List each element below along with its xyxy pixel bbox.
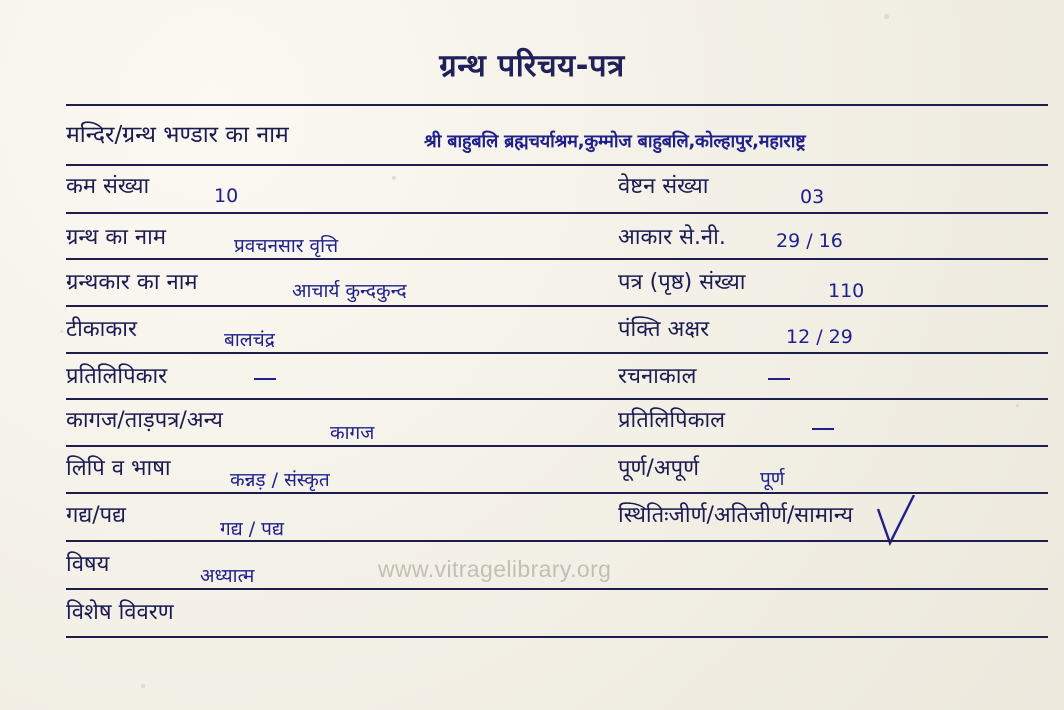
field-value-complete-incomplete: पूर्ण [760,468,785,490]
rule-row-5 [66,352,1048,354]
field-value-patra-sankhya: 110 [828,280,865,302]
field-value-prose-verse: गद्य / पद्य [220,518,284,540]
field-label-condition: स्थितिःजीर्ण/अतिजीर्ण/सामान्य [618,503,853,528]
field-label-special-description: विशेष विवरण [66,600,174,625]
field-label-pratilipikal: प्रतिलिपिकाल [618,408,726,433]
paper-speck [60,330,63,333]
rule-row-3 [66,258,1048,260]
field-value-aakar: 29 / 16 [776,230,843,252]
field-label-rachnakal: रचनाकाल [618,364,697,389]
rule-row-9 [66,540,1048,542]
field-label-patra-sankhya: पत्र (पृष्ठ) संख्या [618,270,746,295]
field-label-pratilipikar: प्रतिलिपिकार [66,364,168,389]
watermark: www.vitragelibrary.org [378,556,612,582]
field-label-veshtan-sankhya: वेष्टन संख्या [618,174,709,199]
rule-header [66,104,1048,106]
field-label-prose-verse: गद्य/पद्य [66,503,127,528]
field-label-temple-name: मन्दिर/ग्रन्थ भण्डार का नाम [66,122,289,148]
field-label-complete-incomplete: पूर्ण/अपूर्ण [618,456,700,481]
rule-row-6 [66,398,1048,400]
field-label-material: कागज/ताड़पत्र/अन्य [66,408,223,433]
field-value-tikakar: बालचंद्र [224,329,275,351]
field-value-pratilipikar-dash [254,378,276,380]
paper-speck [1016,404,1019,407]
field-value-pratilipikal-dash [812,428,834,430]
rule-row-1 [66,164,1048,166]
paper-speck [141,684,145,688]
checkmark-icon [876,495,910,541]
field-value-material: कागज [330,422,375,444]
field-label-granth-name: ग्रन्थ का नाम [66,225,166,250]
rule-row-7 [66,445,1048,447]
field-value-rachnakal-dash [768,378,790,380]
field-label-kram-sankhya: कम संख्या [66,174,150,199]
rule-row-8 [66,492,1048,494]
field-value-temple-name: श्री बाहुबलि ब्रह्मचर्याश्रम,कुम्मोज बाहुबलि,कोल्हापुर,महाराष्ट्र [424,131,806,152]
field-label-script-language: लिपि व भाषा [66,456,171,481]
field-value-script-language: कन्नड़ / संस्कृत [230,469,330,491]
field-label-tikakar: टीकाकार [66,317,137,342]
field-value-veshtan-sankhya: 03 [800,186,825,208]
rule-row-10 [66,588,1048,590]
paper-speck [392,176,396,180]
page-title: ग्रन्थ परिचय-पत्र [439,48,625,84]
field-value-granth-name: प्रवचनसार वृत्ति [234,235,339,257]
paper-speck [884,14,889,19]
field-label-subject: विषय [66,552,110,577]
field-label-pankti-akshar: पंक्ति अक्षर [618,317,710,342]
field-value-pankti-akshar: 12 / 29 [786,326,853,348]
field-label-aakar: आकार से.नी. [618,225,726,250]
rule-row-4 [66,305,1048,307]
field-value-kram-sankhya: 10 [214,185,239,207]
field-value-subject: अध्यात्म [200,565,255,587]
rule-row-2 [66,212,1048,214]
field-label-granthkar-name: ग्रन्थकार का नाम [66,270,198,295]
rule-row-11 [66,636,1048,638]
field-value-granthkar-name: आचार्य कुन्दकुन्द [292,280,407,302]
